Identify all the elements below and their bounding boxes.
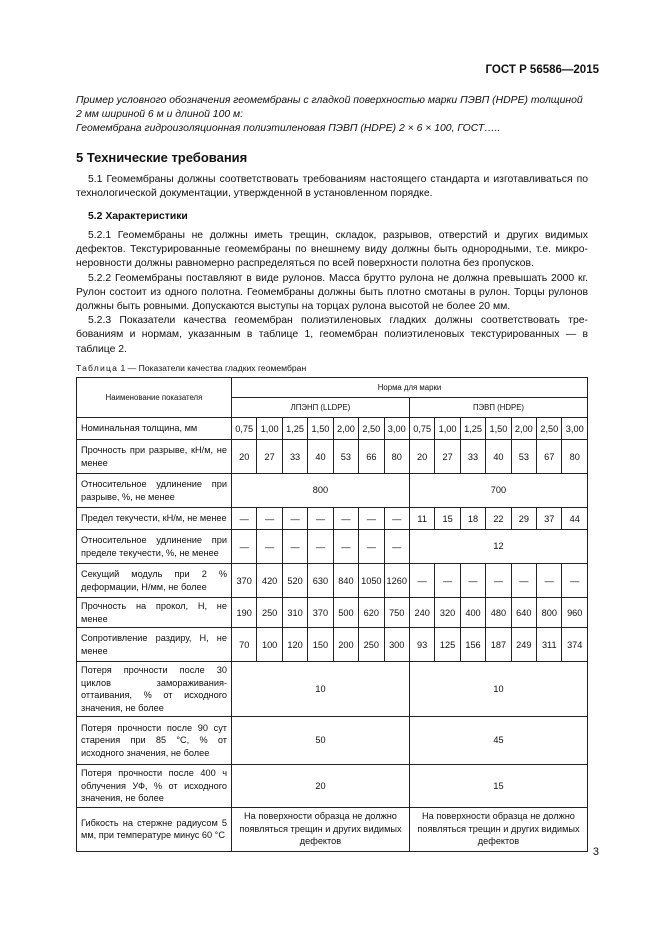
value-cell: 200 bbox=[333, 628, 358, 662]
value-cell: 400 bbox=[460, 598, 485, 628]
value-cell: 190 bbox=[232, 598, 257, 628]
value-cell: 520 bbox=[282, 564, 307, 598]
value-cell: 311 bbox=[537, 628, 562, 662]
value-cell: — bbox=[537, 564, 562, 598]
value-cell: 800 bbox=[537, 598, 562, 628]
value-cell: 1260 bbox=[384, 564, 409, 598]
merged-value-cell: 12 bbox=[409, 530, 587, 564]
table-row bbox=[77, 598, 588, 628]
value-cell: 53 bbox=[333, 440, 358, 474]
subsection-title: 5.2 Характеристики bbox=[88, 211, 188, 222]
value-cell: 33 bbox=[282, 440, 307, 474]
value-cell: — bbox=[435, 564, 460, 598]
table-row bbox=[77, 662, 588, 717]
value-cell: — bbox=[384, 530, 409, 564]
table-row bbox=[77, 418, 588, 440]
value-cell: 420 bbox=[257, 564, 282, 598]
paragraphs-5-2 bbox=[76, 229, 588, 357]
value-cell: — bbox=[486, 564, 511, 598]
value-cell: 80 bbox=[384, 440, 409, 474]
row-name: Потеря прочности после 30 циклов замораживания-оттаивания, % от исходного значения, не более bbox=[77, 662, 232, 717]
paragraph-5-1 bbox=[76, 173, 588, 201]
merged-value-cell: 800 bbox=[232, 474, 410, 508]
example-line-2: Геомембрана гидроизоляционная полиэтиленовая ПЭВП (HDPE) 2 × 6 × 100, ГОСТ….. bbox=[76, 123, 501, 134]
value-cell: — bbox=[333, 530, 358, 564]
value-cell: — bbox=[308, 530, 333, 564]
value-cell: 0,75 bbox=[409, 418, 434, 440]
row-name: Предел текучести, кН/м, не менее bbox=[77, 508, 232, 530]
value-cell: 630 bbox=[308, 564, 333, 598]
table-row bbox=[77, 530, 588, 564]
designation-example bbox=[76, 94, 588, 136]
value-cell: 250 bbox=[257, 598, 282, 628]
row-name: Номинальная толщина, мм bbox=[77, 418, 232, 440]
value-cell: 22 bbox=[486, 508, 511, 530]
merged-value-cell: На поверхности образца не должно появляться трещин и других видимых дефектов bbox=[232, 807, 410, 851]
value-cell: 960 bbox=[562, 598, 588, 628]
value-cell: 750 bbox=[384, 598, 409, 628]
value-cell: 20 bbox=[232, 440, 257, 474]
table-row bbox=[77, 508, 588, 530]
value-cell: 300 bbox=[384, 628, 409, 662]
value-cell: 1,50 bbox=[486, 418, 511, 440]
value-cell: 37 bbox=[537, 508, 562, 530]
value-cell: 100 bbox=[257, 628, 282, 662]
value-cell: — bbox=[409, 564, 434, 598]
value-cell: 2,00 bbox=[511, 418, 536, 440]
value-cell: 2,50 bbox=[359, 418, 384, 440]
paragraph-5-2-1: 5.2.1 Геомембраны не должны иметь трещин, складок, разрывов, отверстий и других видимых дефектов. Текстурированные геомембраны по внешнему виду должны быть однородными, т.е. микронеровности должны равномерно распределяться по всей поверхности полотна без пропусков. bbox=[76, 230, 588, 270]
value-cell: 80 bbox=[562, 440, 588, 474]
value-cell: 150 bbox=[308, 628, 333, 662]
table-row bbox=[77, 474, 588, 508]
table-caption-text: 1 — Показатели качества гладких геомембран bbox=[118, 363, 307, 373]
table-row bbox=[77, 765, 588, 808]
value-cell: 2,00 bbox=[333, 418, 358, 440]
quality-table bbox=[76, 377, 588, 852]
value-cell: — bbox=[232, 508, 257, 530]
value-cell: — bbox=[359, 530, 384, 564]
value-cell: 53 bbox=[511, 440, 536, 474]
paragraph-5-1-text: 5.1 Геомембраны должны соответствовать требованиям настоящего стандарта и изготавливаться по технологической документации, утвержденной в установленном порядке. bbox=[76, 174, 588, 200]
value-cell: 11 bbox=[409, 508, 434, 530]
row-name: Относительное удлинение при разрыве, %, не менее bbox=[77, 474, 232, 508]
value-cell: 20 bbox=[409, 440, 434, 474]
value-cell: — bbox=[333, 508, 358, 530]
merged-value-cell: 10 bbox=[232, 662, 410, 717]
value-cell: — bbox=[562, 564, 588, 598]
row-name: Сопротивление раздиру, Н, не менее bbox=[77, 628, 232, 662]
value-cell: 1,25 bbox=[282, 418, 307, 440]
value-cell: 1,25 bbox=[460, 418, 485, 440]
page-number: 3 bbox=[592, 846, 599, 858]
column-header-lldpe: ЛПЭНП (LLDPE) bbox=[232, 398, 410, 418]
value-cell: 250 bbox=[359, 628, 384, 662]
value-cell: 249 bbox=[511, 628, 536, 662]
value-cell: 320 bbox=[435, 598, 460, 628]
value-cell: 0,75 bbox=[232, 418, 257, 440]
paragraph-5-2-2: 5.2.2 Геомембраны поставляют в виде рулонов. Масса брутто рулона не должна превышать 2000 кг. Рулон состоит из одного полотна. Геомембраны должны быть плотно смотаны в рулон. Торцы рулонов должны быть ровными. Допускаются выступы на торцах рулона высотой не более 20 мм. bbox=[76, 272, 588, 313]
table-row bbox=[77, 440, 588, 474]
row-name: Секущий модуль при 2 % деформации, Н/мм, не более bbox=[77, 564, 232, 598]
merged-value-cell: 10 bbox=[409, 662, 587, 717]
value-cell: 33 bbox=[460, 440, 485, 474]
value-cell: 2,50 bbox=[537, 418, 562, 440]
value-cell: 310 bbox=[282, 598, 307, 628]
value-cell: 44 bbox=[562, 508, 588, 530]
paragraph-5-2-3: 5.2.3 Показатели качества геомембран полиэтиленовых гладких должны соответствовать требованиям и нормам, указанным в таблице 1, геомембран полиэтиленовых текстурированных — в таблице 2. bbox=[76, 315, 588, 355]
value-cell: 500 bbox=[333, 598, 358, 628]
value-cell: 840 bbox=[333, 564, 358, 598]
value-cell: 1,00 bbox=[257, 418, 282, 440]
value-cell: 187 bbox=[486, 628, 511, 662]
standard-code: ГОСТ Р 56586—2015 bbox=[485, 64, 599, 76]
value-cell: 15 bbox=[435, 508, 460, 530]
value-cell: — bbox=[384, 508, 409, 530]
merged-value-cell: 20 bbox=[232, 765, 410, 808]
row-name: Относительное удлинение при пределе текучести, %, не менее bbox=[77, 530, 232, 564]
value-cell: — bbox=[232, 530, 257, 564]
value-cell: — bbox=[359, 508, 384, 530]
merged-value-cell: На поверхности образца не должно появляться трещин и других видимых дефектов bbox=[409, 807, 587, 851]
table-row bbox=[77, 807, 588, 851]
quality-table-body bbox=[77, 418, 588, 852]
example-line-1: Пример условного обозначения геомембраны с гладкой поверхностью марки ПЭВП (HDPE) толщиной 2 мм шириной 6 м и длиной 100 м: bbox=[76, 95, 583, 120]
value-cell: 620 bbox=[359, 598, 384, 628]
value-cell: 125 bbox=[435, 628, 460, 662]
value-cell: 27 bbox=[257, 440, 282, 474]
row-name: Прочность при разрыве, кН/м, не менее bbox=[77, 440, 232, 474]
value-cell: 70 bbox=[232, 628, 257, 662]
row-name: Прочность на прокол, Н, не менее bbox=[77, 598, 232, 628]
table-row bbox=[77, 628, 588, 662]
value-cell: — bbox=[511, 564, 536, 598]
value-cell: 480 bbox=[486, 598, 511, 628]
column-header-norm: Норма для марки bbox=[232, 378, 588, 398]
value-cell: — bbox=[282, 508, 307, 530]
table-caption-prefix: Таблица bbox=[76, 363, 119, 373]
value-cell: 27 bbox=[435, 440, 460, 474]
value-cell: — bbox=[257, 508, 282, 530]
value-cell: 93 bbox=[409, 628, 434, 662]
value-cell: 374 bbox=[562, 628, 588, 662]
value-cell: 29 bbox=[511, 508, 536, 530]
value-cell: 640 bbox=[511, 598, 536, 628]
table-row bbox=[77, 717, 588, 765]
value-cell: 40 bbox=[308, 440, 333, 474]
value-cell: — bbox=[282, 530, 307, 564]
value-cell: 120 bbox=[282, 628, 307, 662]
section-title: 5 Технические требования bbox=[76, 150, 248, 165]
value-cell: 1,50 bbox=[308, 418, 333, 440]
row-name: Потеря прочности после 90 сут старения при 85 °С, % от исходного значения, не более bbox=[77, 717, 232, 765]
value-cell: 240 bbox=[409, 598, 434, 628]
value-cell: 370 bbox=[308, 598, 333, 628]
value-cell: — bbox=[308, 508, 333, 530]
column-header-name: Наименование показателя bbox=[77, 378, 232, 418]
table-caption bbox=[76, 363, 306, 373]
value-cell: 18 bbox=[460, 508, 485, 530]
merged-value-cell: 700 bbox=[409, 474, 587, 508]
value-cell: 1,00 bbox=[435, 418, 460, 440]
value-cell: 1050 bbox=[359, 564, 384, 598]
value-cell: 3,00 bbox=[384, 418, 409, 440]
value-cell: — bbox=[257, 530, 282, 564]
value-cell: 66 bbox=[359, 440, 384, 474]
value-cell: 156 bbox=[460, 628, 485, 662]
value-cell: 40 bbox=[486, 440, 511, 474]
column-header-hdpe: ПЭВП (HDPE) bbox=[409, 398, 587, 418]
value-cell: 67 bbox=[537, 440, 562, 474]
row-name: Потеря прочности после 400 ч облучения УФ, % от исходного значения, не более bbox=[77, 765, 232, 808]
merged-value-cell: 15 bbox=[409, 765, 587, 808]
value-cell: — bbox=[460, 564, 485, 598]
merged-value-cell: 45 bbox=[409, 717, 587, 765]
table-row bbox=[77, 564, 588, 598]
value-cell: 370 bbox=[232, 564, 257, 598]
row-name: Гибкость на стержне радиусом 5 мм, при температуре минус 60 °С bbox=[77, 807, 232, 851]
value-cell: 3,00 bbox=[562, 418, 588, 440]
merged-value-cell: 50 bbox=[232, 717, 410, 765]
